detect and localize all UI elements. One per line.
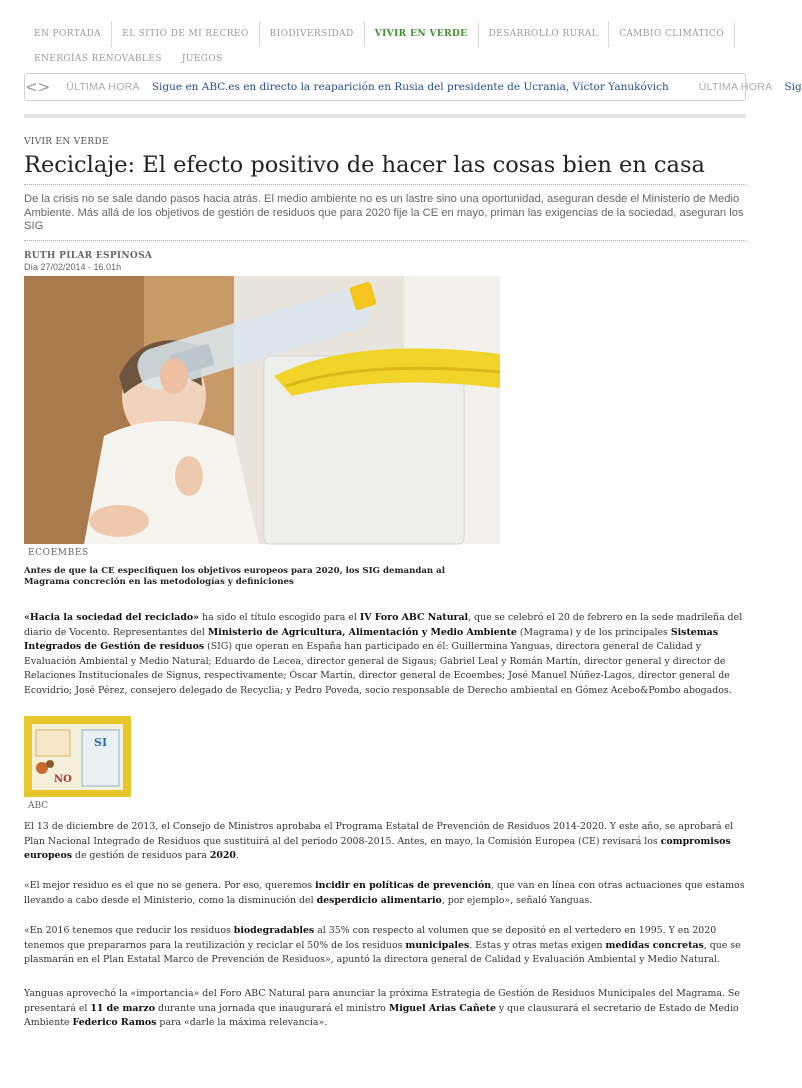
chevron-right-icon[interactable]: > [37, 78, 51, 96]
ticker-headline-link[interactable]: Sigue en ABC.es en directo la reaparición en Rusia del presidente de Ucrania, Víctor Yanukóvich [151, 81, 669, 93]
body-paragraph: «El mejor residuo es el que no se genera. Por eso, queremos incidir en políticas de prevención, que van en línea con otras actuaciones que estamos llevando a cabo desde el Ministerio, como la disminución del desperdicio alimentario, por ejemplo», señaló Yanguas. [24, 880, 745, 906]
body-paragraph: El 13 de diciembre de 2013, el Consejo de Ministros aprobaba el Programa Estatal de Prevención de Residuos 2014-2020. Y este año, se aprobará el Plan Nacional Integrado de Residuos que sustituirá al del periodo 2008-2015. Antes, en mayo, la Comisión Europea (CE) revisará los compromisos europeos de gestión de residuos para 2020. [24, 821, 734, 862]
emphasis-text: biodegradables [233, 925, 315, 936]
emphasis-text: IV Foro ABC Natural [359, 612, 469, 623]
nav-item-en-portada[interactable]: EN PORTADA [24, 22, 112, 47]
divider [24, 184, 746, 185]
chevron-left-icon[interactable]: < [25, 78, 38, 96]
emphasis-text: medidas concretas [605, 939, 704, 951]
emphasis-text: Miguel Arias Cañete [388, 1002, 496, 1014]
divider [24, 240, 746, 241]
divider [24, 114, 746, 118]
body-paragraph: «En 2016 tenemos que reducir los residuos biodegradables al 35% con respecto al volumen que se depositó en el vertedero en 1995. Y en 2020 tenemos que prepararnos para la reutilización y reciclar el 50% de los residuos municipales. Estas y otras metas exigen medidas concretas, que se plasmarán en el Plan Estatal Marco de Prevención de Residuos», apuntó la directora general de Calidad y Evaluación Ambiental y Medio Natural. [24, 925, 741, 966]
section-nav [24, 22, 746, 72]
nav-item-energías-renovables[interactable]: ENERGÍAS RENOVABLES [34, 54, 162, 64]
nav-item-vivir-en-verde[interactable]: VIVIR EN VERDE [365, 22, 479, 47]
photo-credit: ECOEMBES [28, 548, 89, 558]
emphasis-text: municipales [405, 939, 470, 951]
ticker-label: ÚLTIMA HORA [66, 81, 140, 93]
body-paragraph: Yanguas aprovechó la «importancia» del Foro ABC Natural para anunciar la próxima Estrategia de Gestión de Residuos Municipales del Magrama. Se presentará el 11 de marzo durante una jornada que inaugurará el ministro Miguel Arias Cañete y que clausurará el secretario de Estado de Medio Ambiente Federico Ramos para «darle la máxima relevancia». [24, 988, 740, 1029]
nav-row-secondary [24, 47, 746, 72]
nav-item-el-sitio-de-mi-recreo[interactable]: EL SITIO DE MI RECREO [112, 22, 260, 47]
publish-date: Día 27/02/2014 - 16.01h [24, 262, 122, 272]
author-byline[interactable]: RUTH PILAR ESPINOSA [24, 251, 153, 261]
emphasis-text: Sistemas Integrados de Gestión de residuos [24, 626, 719, 653]
baby-recycling-photo [24, 276, 500, 544]
nav-item-juegos[interactable]: JUEGOS [181, 54, 223, 64]
photo-credit: ABC [28, 801, 49, 811]
recycling-poster-photo [24, 716, 131, 797]
emphasis-text: compromisos europeos [24, 835, 731, 862]
emphasis-text: 2020 [209, 850, 236, 862]
breaking-news-ticker [24, 73, 802, 101]
emphasis-text: 11 de marzo [90, 1002, 155, 1014]
body-paragraph: «Hacia la sociedad del reciclado» ha sido el título escogido para el IV Foro ABC Natural, que se celebró el 20 de febrero en la sede madrileña del diario de Vocento. Representantes del Ministerio de Agricultura, Alimentación y Medio Ambiente (Magrama) y de los principales Sistemas Integrados de Gestión de residuos (SIG) que operan en España han participado en él: Guillermina Yanguas, directora general de Calidad y Evaluación Ambiental y Medio Natural; Eduardo de Lecea, director general de Sigaus; Gabriel Leal y Román Martín, director general y director de Relaciones Institucionales de Signus, respectivamente; Óscar Martín, director general de Ecoembes; José Manuel Núñez-Lagos, director general de Ecovidrio; José Pérez, consejero delegado de Recyclia; y Pedro Poveda, socio responsable de Derecho ambiental en Gómez Acebo&Pombo abogados. [24, 612, 743, 696]
emphasis-text: Ministerio de Agricultura, Alimentación y Medio Ambiente [207, 626, 517, 638]
photo-caption: Antes de que la CE especifiquen los objetivos europeos para 2020, los SIG demandan al Magrama concreción en las metodologías y definiciones [24, 566, 446, 587]
emphasis-text: desperdicio alimentario [316, 894, 442, 906]
article-title: Reciclaje: El efecto positivo de hacer las cosas bien en casa [24, 152, 705, 178]
poster-no-text: NO [54, 774, 72, 785]
article-photo [24, 276, 500, 544]
nav-item-desarrollo-rural[interactable]: DESARROLLO RURAL [479, 22, 610, 47]
article-lead: De la crisis no se sale dando pasos hacia atrás. El medio ambiente no es un lastre sino una oportunidad, aseguran desde el Ministerio de Medio Ambiente. Más allá de los objetivos de gestión de residuos que para 2020 fije la CE en mayo, priman las exigencias de la sociedad, aseguran los SIG [24, 193, 744, 233]
ticker-headline-link-next[interactable]: Sig [784, 81, 802, 93]
nav-item-biodiversidad[interactable]: BIODIVERSIDAD [260, 22, 365, 47]
emphasis-text: incidir en políticas de prevención [315, 880, 492, 891]
nav-item-cambio-climático[interactable]: CAMBIO CLIMÁTICO [609, 22, 735, 47]
ticker-label-repeat: ÚLTIMA HORA [698, 81, 773, 93]
nav-row-primary [24, 22, 746, 47]
poster-yes-text: SI [94, 736, 108, 749]
emphasis-text: «Hacia la sociedad del reciclado» [24, 612, 200, 623]
section-label[interactable]: VIVIR EN VERDE [24, 137, 109, 147]
emphasis-text: Federico Ramos [72, 1017, 157, 1029]
inline-photo [24, 716, 131, 797]
